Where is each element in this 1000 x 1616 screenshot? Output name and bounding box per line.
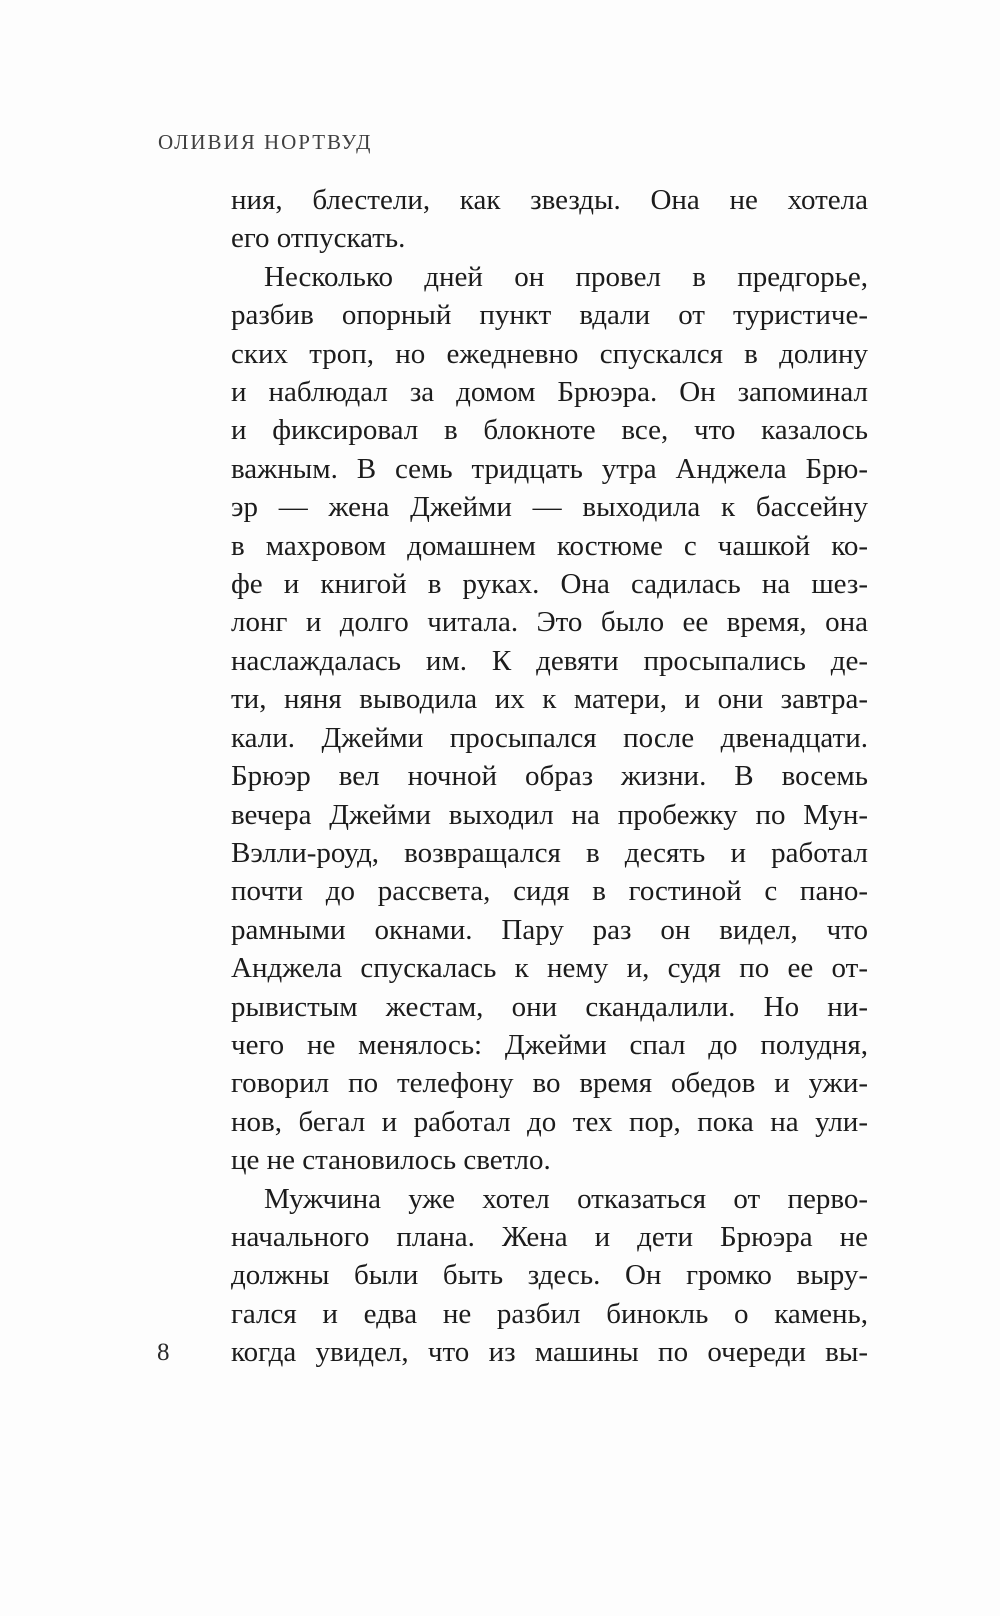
- text-line: наслаждалась им. К девяти просыпались де-: [231, 644, 868, 677]
- text-line: ти, няня выводила их к матери, и они завтра-: [231, 683, 868, 716]
- text-line: лонг и долго читала. Это было ее время, она: [231, 606, 868, 639]
- text-line: в махровом домашнем костюме с чашкой ко-: [231, 529, 868, 562]
- running-header: ОЛИВИЯ НОРТВУД: [158, 130, 373, 154]
- text-line: гался и едва не разбил бинокль о камень,: [231, 1297, 868, 1330]
- text-line: и фиксировал в блокноте все, что казалось: [231, 414, 868, 447]
- text-line: говорил по телефону во время обедов и ужи-: [231, 1067, 868, 1100]
- text-line: Несколько дней он провел в предгорье,: [264, 260, 868, 293]
- text-line: Анджела спускалась к нему и, судя по ее от-: [231, 952, 868, 985]
- text-line: почти до рассвета, сидя в гостиной с пано-: [231, 875, 868, 908]
- text-line: Мужчина уже хотел отказаться от перво-: [264, 1182, 868, 1215]
- text-line: когда увидел, что из машины по очереди вы-: [231, 1336, 868, 1369]
- text-line: чего не менялось: Джейми спал до полудня,: [231, 1028, 868, 1061]
- text-block: [231, 181, 868, 1372]
- text-line: эр — жена Джейми — выходила к бассейну: [231, 491, 868, 524]
- text-line: кали. Джейми просыпался после двенадцати.: [231, 721, 868, 754]
- text-line: нов, бегал и работал до тех пор, пока на ули-: [231, 1105, 868, 1138]
- text-line: рывистым жестам, они скандалили. Но ни-: [231, 990, 868, 1023]
- text-line: разбив опорный пункт вдали от туристиче-: [231, 299, 868, 332]
- text-line: и наблюдал за домом Брюэра. Он запоминал: [231, 376, 868, 409]
- text-line: должны были быть здесь. Он громко выру-: [231, 1259, 868, 1292]
- text-line: Вэлли-роуд, возвращался в десять и работал: [231, 836, 868, 869]
- text-line: фе и книгой в руках. Она садилась на шез-: [231, 568, 868, 601]
- text-line: ния, блестели, как звезды. Она не хотела: [231, 184, 868, 216]
- text-line: важным. В семь тридцать утра Анджела Брю-: [231, 452, 868, 485]
- text-line: вечера Джейми выходил на пробежку по Мун-: [231, 798, 868, 831]
- text-line: рамными окнами. Пару раз он видел, что: [231, 913, 868, 946]
- text-line: Брюэр вел ночной образ жизни. В восемь: [231, 760, 868, 793]
- text-line: начального плана. Жена и дети Брюэра не: [231, 1220, 868, 1253]
- text-line: его отпускать.: [231, 222, 406, 255]
- text-line: це не становилось светло.: [231, 1144, 551, 1177]
- page-number: 8: [157, 1339, 170, 1366]
- text-line: ских троп, но ежедневно спускался в долину: [231, 337, 868, 370]
